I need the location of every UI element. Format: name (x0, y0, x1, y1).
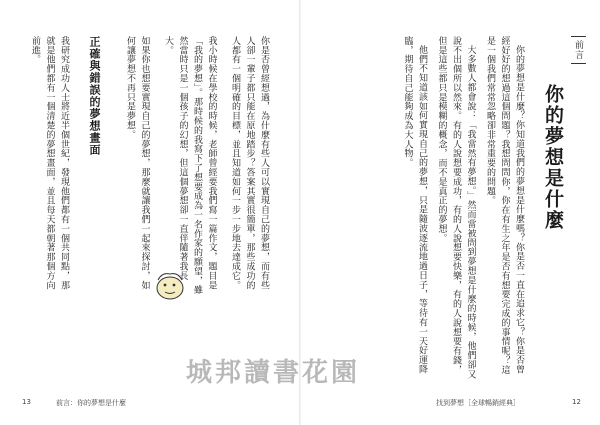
paragraph: 我研究成功人士將近半個世紀，發現他們都有一個共同點，那就是他們都有一個清楚的夢想畫面，並且每天都朝著那個方向前進。 (30, 36, 69, 290)
cartoon-figure-illustration (150, 268, 190, 302)
paragraph: 他們不知道該如何實現自己的夢想，只是隨波逐流地過日子，等待有一天好運降臨，期待自己能夠成為大人物。 (402, 36, 427, 374)
paragraph: 如果你也想要實現自己的夢想，那麼就讓我們一起來探討，如何讓夢想不再只是夢想。 (125, 36, 150, 290)
left-page-body-top (110, 36, 280, 296)
preface-label: 前言 (571, 36, 586, 64)
section-heading: 正確與錯誤的夢想畫面 (88, 36, 101, 156)
left-running-title: 前言：你的夢想是什麼 (56, 399, 126, 407)
paragraph: 我小時候在學校的時候，老師曾經要我們寫一篇作文，題目是「我的夢想」。那時候的我寫下了想要成為一名作家的願望，雖然當時只是一個孩子的幻想，但這個夢想卻一直伴隨著我長大。 (163, 36, 217, 295)
paragraph: 你的夢想是什麼？你知道我們的夢想是什麼嗎？你是否一直在追求它？你是否曾經好好的想過這個問題？我想問問你，你在有生之年是否有想要完成的事情呢？這是一個我們常常忽略卻非常重要的問題。 (485, 36, 524, 375)
paragraph: 大多數人都會說：「我當然有夢想。」然而當被問到夢想是什麼的時候，他們卻又說不出個所以然來。有的人說想要成功，有的人說想要快樂，有的人說想要有錢，但是這些都只是模糊的概念，而不是真正的夢想。 (436, 36, 476, 379)
watermark: 城邦讀書花園 (186, 358, 361, 388)
right-running-title: 找到夢想［全球暢銷經典］ (436, 399, 520, 407)
left-page-body-bottom (22, 36, 80, 296)
left-page-number: 13 (22, 398, 31, 406)
right-page-body (326, 36, 526, 381)
right-page-number: 12 (572, 398, 581, 406)
paragraph: 你是否曾經想過，為什麼有些人可以實現自己的夢想，而有些人卻一輩子都只能在原地踏步？答案其實很簡單，那些成功的人都有一個明確的目標，並且知道如何一步一步地去達成它。 (230, 36, 269, 290)
chapter-title: 你的夢想是什麼 (542, 84, 564, 231)
